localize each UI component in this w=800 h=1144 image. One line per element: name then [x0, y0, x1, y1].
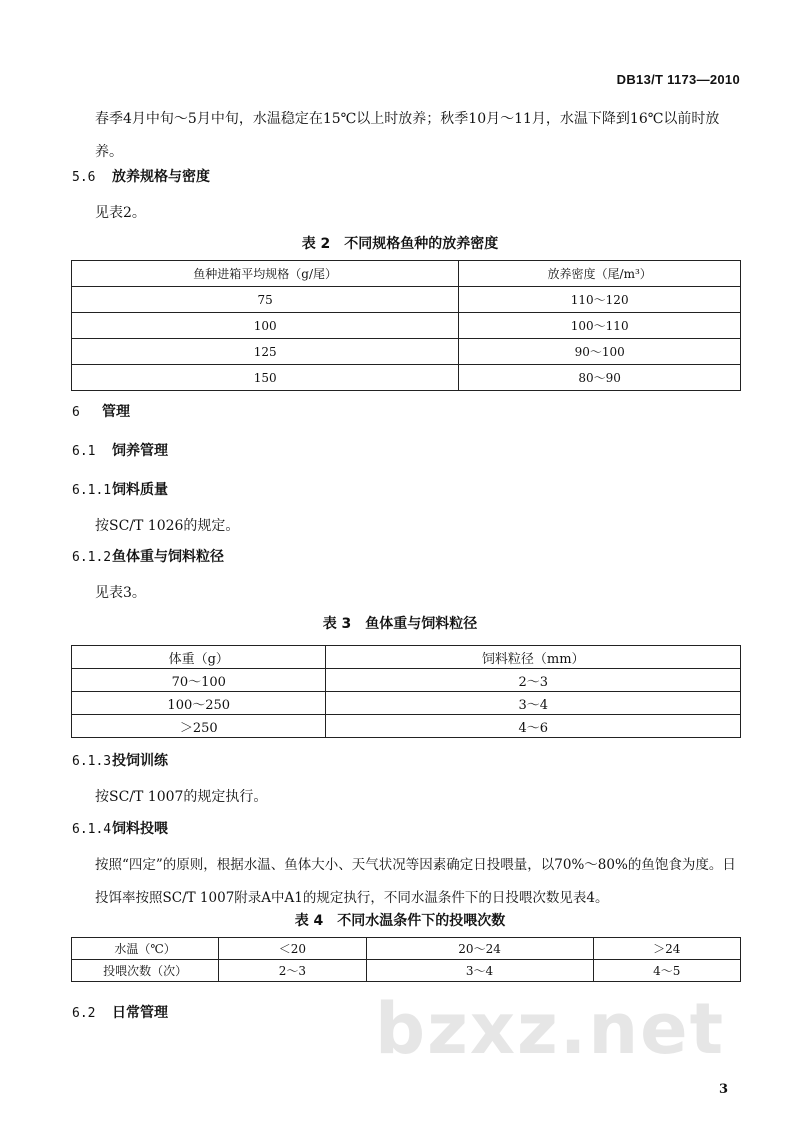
table-header-cell: 鱼种进箱平均规格（g/尾） — [72, 261, 459, 287]
table-cell: ＞24 — [593, 938, 740, 960]
table-cell: 3～4 — [366, 960, 593, 982]
table-cell: 100 — [72, 313, 459, 339]
table-row — [72, 669, 741, 692]
table-cell: 2～3 — [219, 960, 366, 982]
section-title: 管理 — [102, 404, 130, 420]
table-row — [72, 938, 741, 960]
table-3 — [71, 645, 741, 738]
section-title: 饲料质量 — [112, 482, 168, 498]
section-5-6-heading — [72, 166, 210, 186]
section-number: 6.1.1 — [72, 483, 112, 498]
table-row-header: 水温（℃） — [72, 938, 219, 960]
table-4 — [71, 937, 741, 982]
section-number: 6.1.2 — [72, 550, 112, 565]
section-6-1-4-body: 按照“四定”的原则，根据水温、鱼体大小、天气状况等因素确定日投喂量，以70%～80%的鱼饱食为度。日投饵率按照SC/T 1007附录A中A1的规定执行，不同水温条件下的日投喂次数见表4。 — [95, 857, 736, 906]
section-title: 日常管理 — [112, 1005, 168, 1021]
section-number: 6.1.4 — [72, 822, 112, 837]
table-cell: 3～4 — [326, 692, 741, 715]
table-cell: 4～6 — [326, 715, 741, 738]
section-number: 6 — [72, 405, 80, 420]
table-3-caption: 表 3 鱼体重与饲料粒径 — [322, 616, 478, 632]
section-6-1-4-heading — [72, 818, 168, 838]
section-5-6-body: 见表2。 — [95, 205, 146, 221]
table-row — [72, 715, 741, 738]
page-number: 3 — [718, 1082, 728, 1097]
section-6-1-heading — [72, 440, 168, 460]
table-2 — [71, 260, 741, 391]
table-header-row — [72, 646, 741, 669]
table-row-header: 投喂次数（次） — [72, 960, 219, 982]
section-title: 投饲训练 — [112, 753, 168, 769]
table-cell: 75 — [72, 287, 459, 313]
table-cell: 2～3 — [326, 669, 741, 692]
section-title: 饲料投喂 — [112, 821, 168, 837]
table-cell: 100～110 — [459, 313, 741, 339]
section-6-1-3-heading — [72, 750, 168, 770]
section-6-2-heading — [72, 1002, 168, 1022]
table-cell: 20～24 — [366, 938, 593, 960]
section-title: 饲养管理 — [112, 443, 168, 459]
table-cell: 150 — [72, 365, 459, 391]
table-cell: ＞250 — [72, 715, 326, 738]
table-cell: 80～90 — [459, 365, 741, 391]
table-cell: 100～250 — [72, 692, 326, 715]
table-cell: 4～5 — [593, 960, 740, 982]
table-2-caption: 表 2 不同规格鱼种的放养密度 — [301, 236, 499, 252]
section-6-1-3-body: 按SC/T 1007的规定执行。 — [95, 789, 268, 805]
section-number: 6.1.3 — [72, 754, 112, 769]
section-number: 6.2 — [72, 1006, 96, 1021]
section-6-1-2-heading — [72, 546, 224, 566]
table-cell: ＜20 — [219, 938, 366, 960]
section-title: 鱼体重与饲料粒径 — [112, 549, 224, 565]
section-6-1-1-body: 按SC/T 1026的规定。 — [95, 518, 240, 534]
table-header-cell: 饲料粒径（mm） — [326, 646, 741, 669]
section-number: 6.1 — [72, 444, 96, 459]
table-row — [72, 339, 741, 365]
table-header-row — [72, 261, 741, 287]
table-cell: 125 — [72, 339, 459, 365]
table-header-cell: 体重（g） — [72, 646, 326, 669]
section-6-1-1-heading — [72, 479, 168, 499]
table-4-caption: 表 4 不同水温条件下的投喂次数 — [294, 913, 506, 929]
table-row — [72, 287, 741, 313]
table-row — [72, 365, 741, 391]
table-header-cell: 放养密度（尾/m³） — [459, 261, 741, 287]
table-row — [72, 960, 741, 982]
section-title: 放养规格与密度 — [112, 169, 210, 185]
section-6-heading — [72, 401, 130, 421]
table-row — [72, 313, 741, 339]
table-row — [72, 692, 741, 715]
table-cell: 110～120 — [459, 287, 741, 313]
section-6-1-2-body: 见表3。 — [95, 585, 146, 601]
stocking-season-paragraph: 春季4月中旬～5月中旬，水温稳定在15℃以上时放养；秋季10月～11月，水温下降到16℃以前时放养。 — [95, 111, 720, 160]
document-code: DB13/T 1173—2010 — [616, 72, 740, 87]
section-number: 5.6 — [72, 170, 96, 185]
table-cell: 70～100 — [72, 669, 326, 692]
table-cell: 90～100 — [459, 339, 741, 365]
watermark: bzxz.net — [375, 988, 726, 1070]
